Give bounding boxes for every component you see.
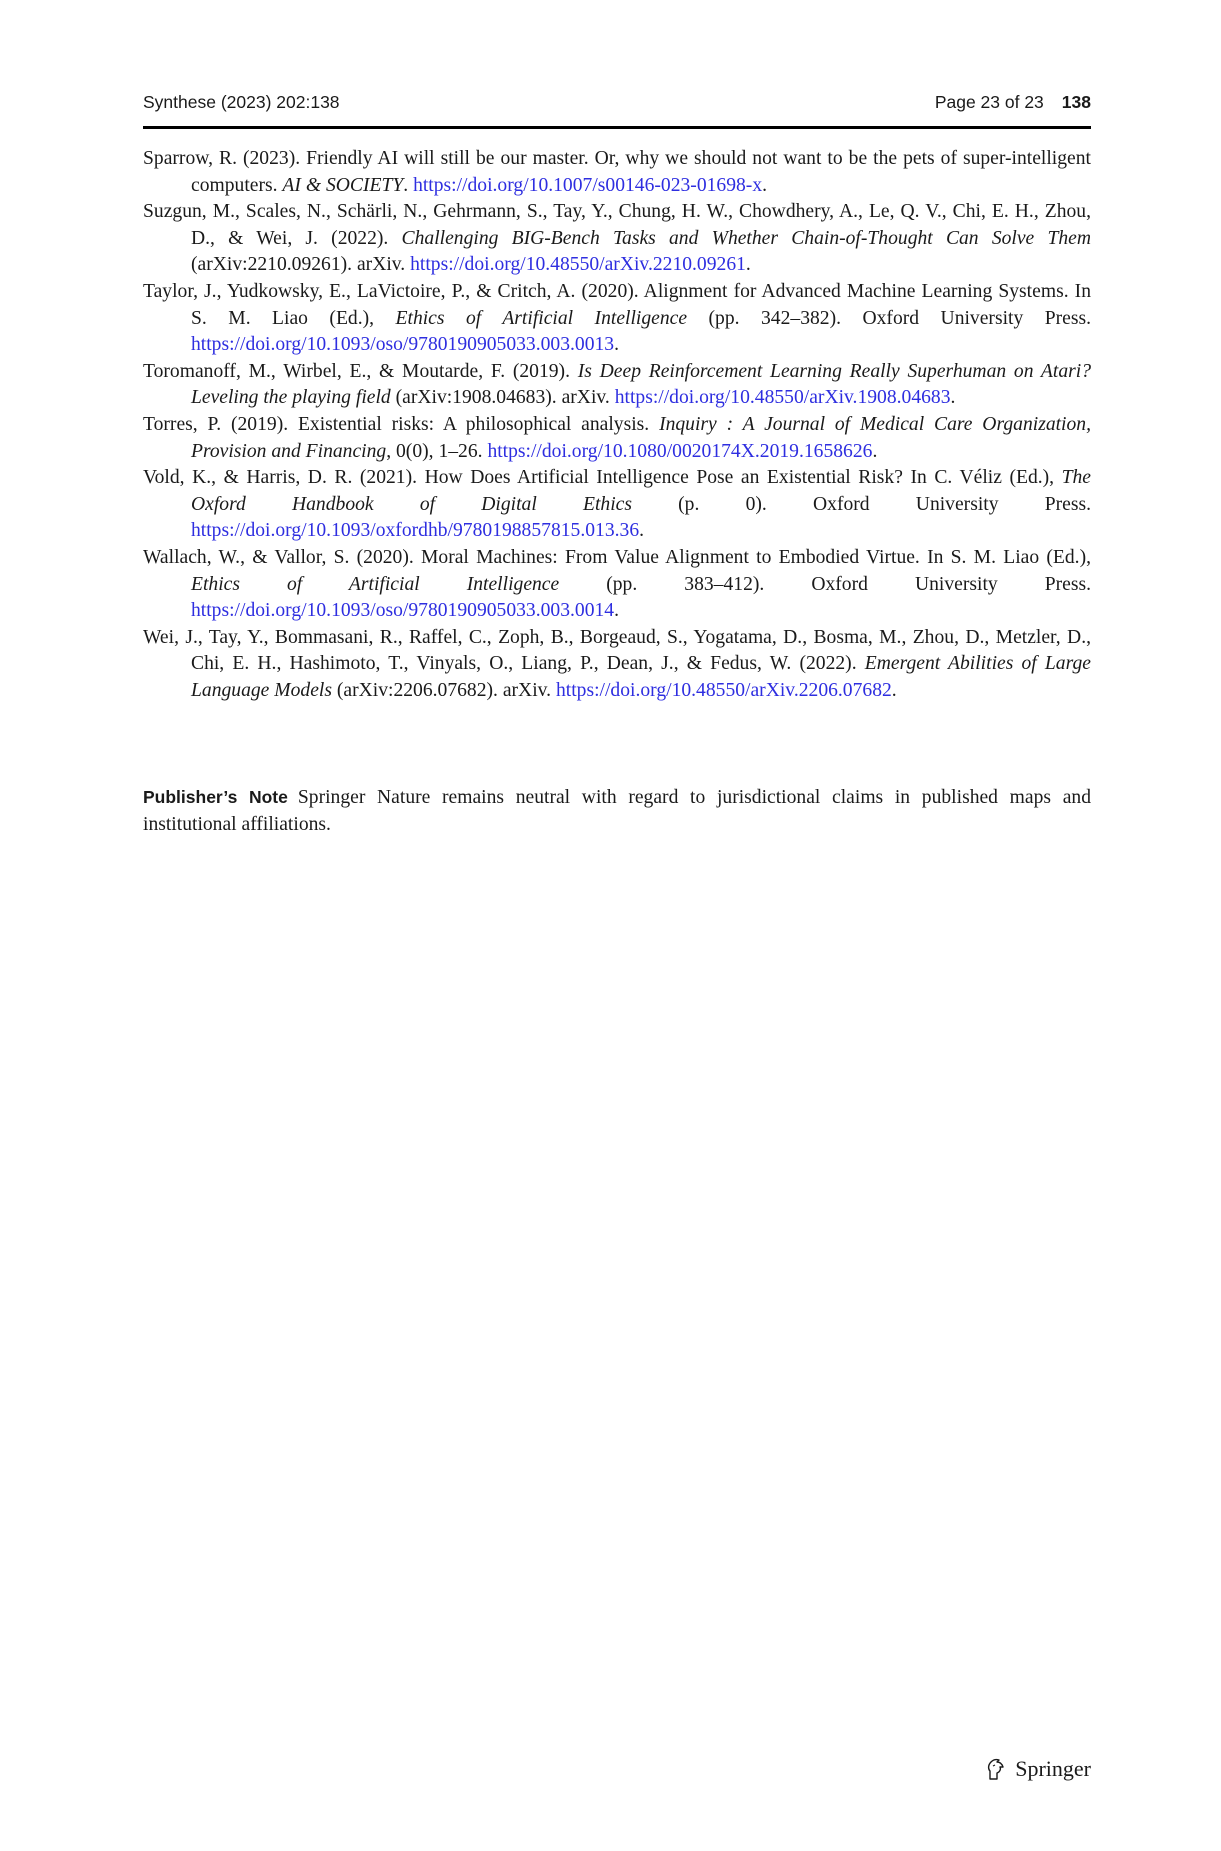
doi-link[interactable]: https://doi.org/10.1093/oxfordhb/9780198857815.013.36 <box>191 520 640 542</box>
reference-authors: Toromanoff, M., Wirbel, E., & Moutarde, F. (2019). <box>143 360 578 382</box>
reference-details: (arXiv:1908.04683). arXiv. <box>390 387 615 409</box>
reference-item <box>143 199 1091 279</box>
reference-item <box>143 359 1091 412</box>
reference-title: Inquiry : A Journal of Medical Care Organization, Provision and Financing <box>191 413 1091 462</box>
reference-end: . <box>891 679 897 701</box>
reference-authors: Taylor, J., Yudkowsky, E., LaVictoire, P., & Critch, A. (2020). Alignment for Advanced Machine Learning Systems. In S. M. Liao (Ed.), <box>143 280 1091 329</box>
reference-end: . <box>872 440 878 462</box>
reference-authors: Vold, K., & Harris, D. R. (2021). How Does Artificial Intelligence Pose an Existential Risk? In C. Véliz (Ed.), <box>143 467 1062 489</box>
reference-details: (arXiv:2206.07682). arXiv. <box>331 679 556 701</box>
reference-authors: Suzgun, M., Scales, N., Schärli, N., Gehrmann, S., Tay, Y., Chung, H. W., Chowdhery, A., Le, Q. V., Chi, E. H., Zhou, D., & Wei, J. (2022). <box>143 201 1091 249</box>
reference-end: . <box>762 174 768 196</box>
springer-logo <box>985 1756 1091 1782</box>
article-number: 138 <box>1061 92 1091 112</box>
doi-link[interactable]: https://doi.org/10.48550/arXiv.2210.09261 <box>410 254 746 276</box>
reference-title: Is Deep Reinforcement Learning Really Superhuman on Atari? Leveling the playing field <box>191 360 1091 409</box>
reference-item <box>143 279 1091 359</box>
reference-title: Challenging BIG-Bench Tasks and Whether Chain-of-Thought Can Solve Them <box>401 227 1092 249</box>
reference-list <box>143 146 1091 704</box>
doi-link[interactable]: https://doi.org/10.48550/arXiv.2206.07682 <box>555 679 892 701</box>
reference-details: (pp. 383–412). Oxford University Press. <box>559 573 1091 595</box>
reference-authors: Wallach, W., & Vallor, S. (2020). Moral Machines: From Value Alignment to Embodied Virtue. In S. M. Liao (Ed.), <box>143 546 1091 568</box>
reference-item <box>143 625 1091 705</box>
page-info <box>935 92 1091 113</box>
reference-title: Ethics of Artificial Intelligence <box>395 307 688 329</box>
reference-authors: Sparrow, R. (2023). Friendly AI will still be our master. Or, why we should not want to be the pets of super-intelligent computers. <box>143 148 1091 196</box>
reference-details: (arXiv:2210.09261). arXiv. <box>191 254 411 276</box>
reference-end: . <box>950 387 956 409</box>
reference-item <box>143 412 1091 465</box>
publisher-note-text: Springer Nature remains neutral with regard to jurisdictional claims in published maps and institutional affiliations. <box>143 787 1091 835</box>
reference-title: Emergent Abilities of Large Language Models <box>191 653 1091 701</box>
publisher-note <box>143 784 1091 838</box>
journal-citation: Synthese (2023) 202:138 <box>143 92 340 112</box>
reference-end: . <box>745 254 751 276</box>
header-rule <box>143 126 1091 129</box>
reference-details: , 0(0), 1–26. <box>386 440 488 462</box>
reference-end: . <box>614 600 620 622</box>
doi-link[interactable]: https://doi.org/10.1093/oso/9780190905033.003.0014 <box>191 600 615 622</box>
reference-item <box>143 545 1091 625</box>
publisher-note-label: Publisher’s Note <box>143 787 288 807</box>
reference-end: . <box>614 334 620 356</box>
reference-title: AI & SOCIETY <box>282 174 404 196</box>
doi-link[interactable]: https://doi.org/10.1080/0020174X.2019.1658626 <box>487 440 873 462</box>
reference-details: (p. 0). Oxford University Press. <box>631 493 1091 515</box>
reference-end: . <box>639 520 645 542</box>
reference-item <box>143 146 1091 199</box>
reference-title: The Oxford Handbook of Digital Ethics <box>191 467 1091 515</box>
doi-link[interactable]: https://doi.org/10.1007/s00146-023-01698-x <box>413 174 763 196</box>
doi-link[interactable]: https://doi.org/10.1093/oso/9780190905033.003.0013 <box>191 334 615 356</box>
reference-details: . <box>403 174 414 196</box>
publisher-name: Springer <box>1015 1756 1091 1781</box>
reference-authors: Wei, J., Tay, Y., Bommasani, R., Raffel, C., Zoph, B., Borgeaud, S., Yogatama, D., Bosma, M., Zhou, D., Metzler, D., Chi, E. H., Hashimoto, T., Vinyals, O., Liang, P., Dean, J., & Fedus, W. (2022). <box>143 626 1091 675</box>
reference-title: Ethics of Artificial Intelligence <box>191 573 560 595</box>
springer-horse-icon <box>985 1757 1007 1781</box>
reference-details: (pp. 342–382). Oxford University Press. <box>687 307 1091 329</box>
page-label: Page 23 of 23 <box>934 92 1044 112</box>
reference-authors: Torres, P. (2019). Existential risks: A philosophical analysis. <box>143 413 660 435</box>
reference-item <box>143 465 1091 545</box>
doi-link[interactable]: https://doi.org/10.48550/arXiv.1908.04683 <box>614 387 951 409</box>
